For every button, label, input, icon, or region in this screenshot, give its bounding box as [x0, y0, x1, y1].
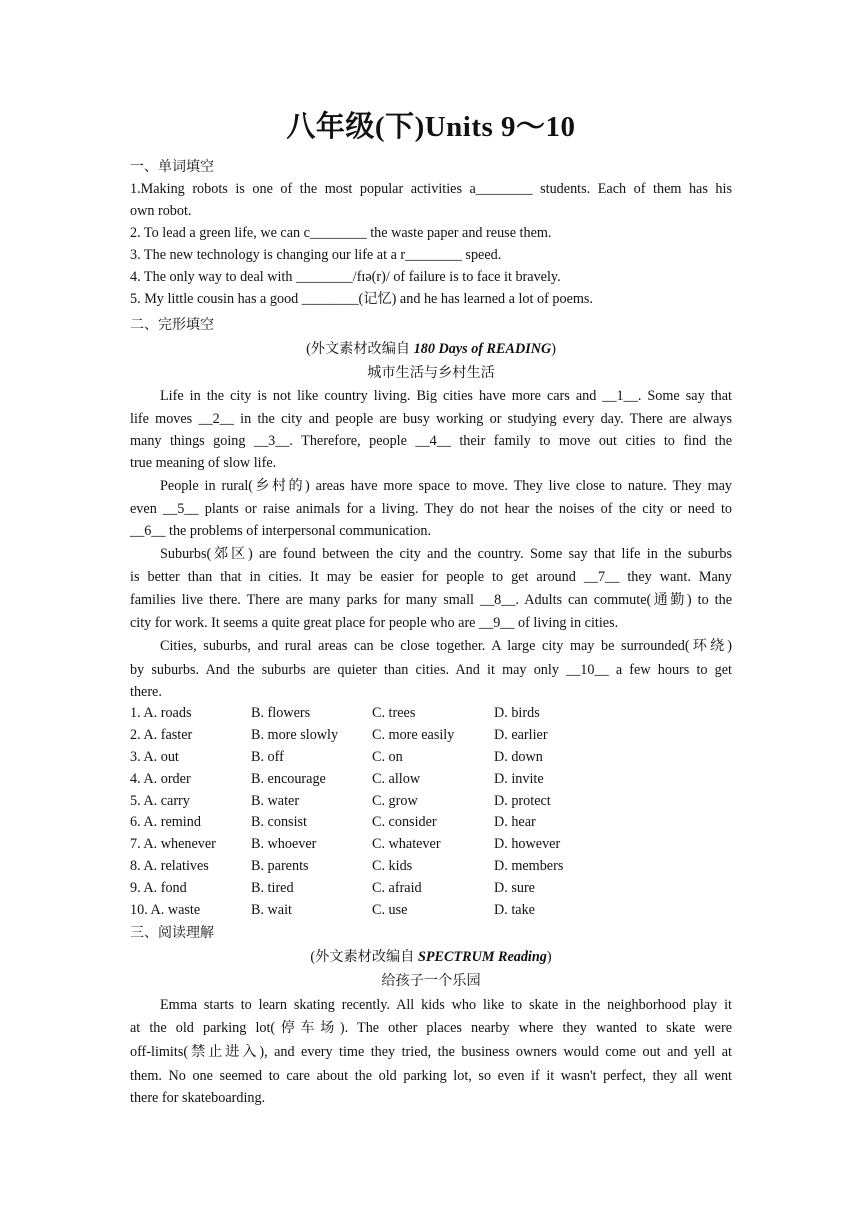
cloze-line: life moves __2__ in the city and people are busy working or studying every day. There are always [130, 411, 732, 427]
vocab-item-1: 1.Making robots is one of the most popular activities a________ students. Each of them has his [130, 181, 732, 197]
cloze-line: many things going __3__. Therefore, people __4__ their family to move out cities to find the [130, 433, 732, 449]
vocab-item-5: 5. My little cousin has a good ________(记忆) and he has learned a lot of poems. [130, 291, 593, 307]
cloze-line: even __5__ plants or raise animals for a living. They do not hear the noises of the city or need to [130, 501, 732, 517]
cloze-line: is better than that in cities. It may be easier for people to get around __7__ they want. Many [130, 569, 732, 585]
cloze-options-row: 8. A. relatives B. parents C. kids D. members [130, 858, 564, 874]
cloze-line: Suburbs(郊区) are found between the city and the country. Some say that life in the suburbs [160, 546, 732, 562]
cloze-subtitle: 城市生活与乡村生活 [367, 365, 495, 381]
cloze-options-row: 5. A. carry B. water C. grow D. protect [130, 793, 551, 809]
reading-line: Emma starts to learn skating recently. All kids who like to skate in the neighborhood play it [160, 997, 732, 1013]
cloze-line: city for work. It seems a quite great place for people who are __9__ of living in cities. [130, 615, 619, 631]
cloze-options-row: 9. A. fond B. tired C. afraid D. sure [130, 880, 535, 896]
cloze-options-row: 1. A. roads B. flowers C. trees D. birds [130, 705, 540, 721]
reading-line: there for skateboarding. [130, 1090, 266, 1106]
section-heading-cloze: 二、完形填空 [130, 317, 214, 333]
reading-line: at the old parking lot(停车场). The other places nearby where they wanted to skate were [130, 1020, 732, 1036]
cloze-line: __6__ the problems of interpersonal communication. [130, 523, 432, 539]
cloze-line: there. [130, 684, 162, 700]
cloze-line: true meaning of slow life. [130, 455, 277, 471]
page-title: 八年级(下)Units 9～10 [286, 111, 576, 143]
cloze-options-row: 7. A. whenever B. whoever C. whatever D. however [130, 836, 561, 852]
vocab-item-4: 4. The only way to deal with ________/fɪə(r)/ of failure is to face it bravely. [130, 269, 561, 285]
cloze-line: by suburbs. And the suburbs are quieter than cities. And it may only __10__ a few hours to get [130, 662, 732, 678]
section-heading-reading: 三、阅读理解 [130, 925, 214, 941]
reading-source: (外文素材改编自 SPECTRUM Reading) [310, 949, 552, 965]
cloze-source: (外文素材改编自 180 Days of READING) [306, 341, 556, 357]
cloze-line: Life in the city is not like country living. Big cities have more cars and __1__. Some say that [160, 388, 732, 404]
cloze-line: People in rural(乡村的) areas have more space to move. They live close to nature. They may [160, 478, 732, 494]
cloze-options-row: 6. A. remind B. consist C. consider D. hear [130, 814, 536, 830]
cloze-options-row: 2. A. faster B. more slowly C. more easily D. earlier [130, 727, 548, 743]
cloze-options-row: 4. A. order B. encourage C. allow D. invite [130, 771, 544, 787]
cloze-line: Cities, suburbs, and rural areas can be close together. A large city may be surrounded(环绕) [160, 638, 732, 654]
section-heading-vocabulary: 一、单词填空 [130, 159, 214, 175]
cloze-options-row: 3. A. out B. off C. on D. down [130, 749, 543, 765]
cloze-options-row: 10. A. waste B. wait C. use D. take [130, 902, 535, 918]
cloze-line: families live there. There are many parks for many small __8__. Adults can commute(通勤) to the [130, 592, 732, 608]
vocab-item-1-cont: own robot. [130, 203, 192, 219]
reading-subtitle: 给孩子一个乐园 [381, 973, 481, 989]
reading-line: them. No one seemed to care about the old parking lot, so even if it wasn't perfect, they all went [130, 1068, 732, 1084]
vocab-item-3: 3. The new technology is changing our life at a r________ speed. [130, 247, 502, 263]
vocab-item-2: 2. To lead a green life, we can c________ the waste paper and reuse them. [130, 225, 552, 241]
reading-line: off-limits(禁止进入), and every time they tried, the business owners would come out and yell at [130, 1044, 732, 1060]
